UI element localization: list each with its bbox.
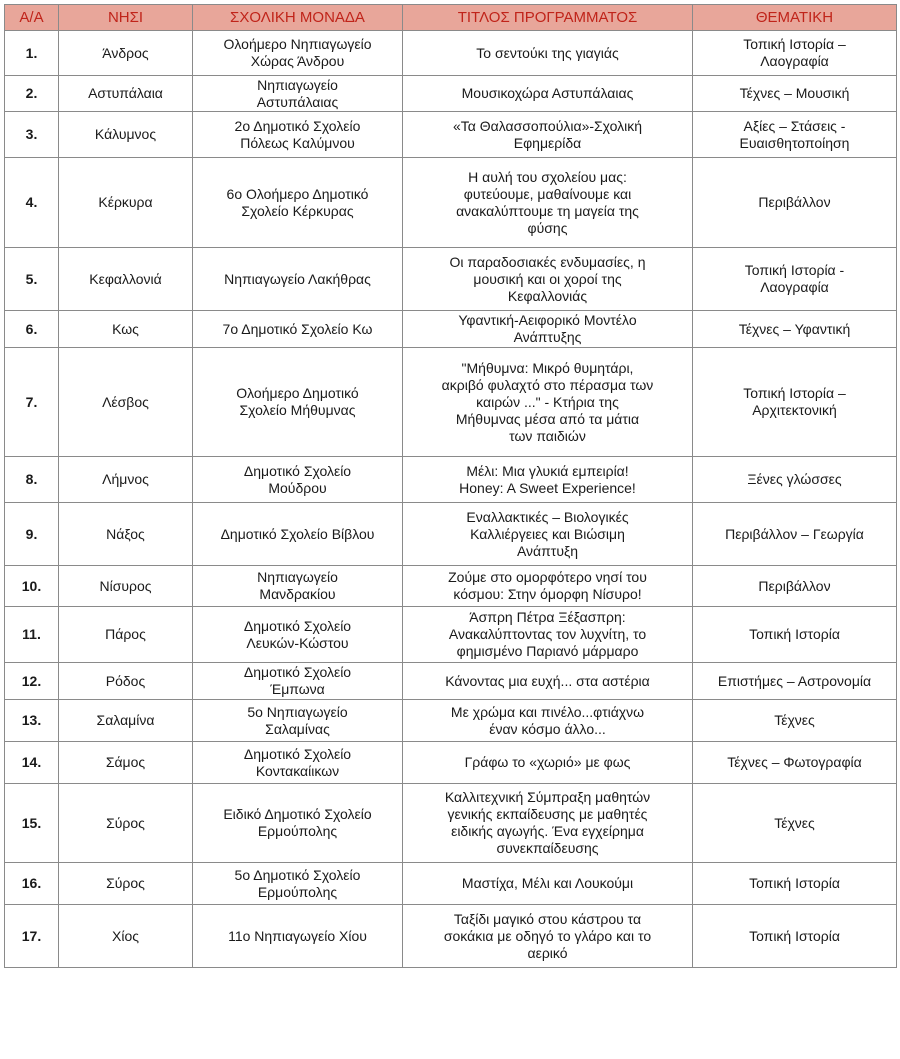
theme-line: Τέχνες – Υφαντική (738, 320, 851, 337)
school-line: Έμπωνα (270, 681, 325, 697)
row-number: 3. (5, 112, 59, 158)
theme-cell (693, 663, 897, 700)
row-number: 12. (5, 663, 59, 700)
school-line: Κοντακαίικων (255, 762, 340, 779)
theme-line: Περιβάλλον (758, 577, 831, 594)
table-row (5, 742, 897, 784)
school-cell (193, 700, 403, 742)
island-cell: Κως (59, 311, 193, 348)
table-row (5, 112, 897, 158)
title-cell (403, 663, 693, 700)
school-cell (193, 503, 403, 566)
title-line: Ανάπτυξης (513, 329, 582, 345)
header-row (5, 5, 897, 31)
school-cell (193, 248, 403, 311)
theme-cell (693, 248, 897, 311)
theme-cell (693, 566, 897, 607)
title-line: Το σεντούκι της γιαγιάς (476, 44, 619, 61)
table-row (5, 457, 897, 503)
title-line: αερικό (527, 944, 568, 961)
island-cell: Ρόδος (59, 663, 193, 700)
school-line: Δημοτικό Σχολείο Βίβλου (220, 525, 375, 542)
theme-line: Ξένες γλώσσες (747, 471, 842, 487)
table-row (5, 863, 897, 905)
title-line: φυτεύουμε, μαθαίνουμε και (463, 185, 632, 202)
theme-line: Ευαισθητοποίηση (739, 134, 850, 151)
school-cell (193, 76, 403, 112)
title-line: Ανακαλύπτοντας τον λυχνίτη, το (448, 626, 647, 642)
table-row (5, 503, 897, 566)
title-line: Μουσικοχώρα Αστυπάλαιας (461, 85, 634, 101)
title-cell (403, 112, 693, 158)
title-cell (403, 905, 693, 968)
title-line: Honey: A Sweet Experience! (459, 479, 636, 496)
school-line: Ερμούπολης (257, 823, 338, 839)
island-cell: Κεφαλλονιά (59, 248, 193, 311)
row-number: 2. (5, 76, 59, 112)
island-cell: Νίσυρος (59, 566, 193, 607)
school-line: Σχολείο Μήθυμνας (239, 402, 356, 418)
title-line: Υφαντική-Αειφορικό Μοντέλο (458, 312, 637, 328)
theme-line: Αξίες – Στάσεις - (743, 117, 846, 134)
title-cell (403, 457, 693, 503)
school-line: Λευκών-Κώστου (246, 634, 349, 651)
school-cell (193, 31, 403, 76)
title-cell (403, 700, 693, 742)
island-cell: Σύρος (59, 784, 193, 863)
header-aa: Α/Α (5, 5, 59, 31)
title-line: Ανάπτυξη (516, 542, 579, 559)
theme-line: Αρχιτεκτονική (752, 402, 837, 418)
theme-cell (693, 158, 897, 248)
title-line: Μέλι: Μια γλυκιά εμπειρία! (466, 462, 629, 479)
title-line: γενικής εκπαίδευσης με μαθητές (447, 806, 648, 822)
island-cell: Σύρος (59, 863, 193, 905)
title-cell (403, 348, 693, 457)
title-line: Ζούμε στο ομορφότερο νησί του (448, 569, 647, 585)
table-row (5, 248, 897, 311)
row-number: 1. (5, 31, 59, 76)
school-line: Μούδρου (268, 479, 327, 496)
title-cell (403, 607, 693, 663)
school-line: Χώρας Άνδρου (250, 53, 345, 69)
title-line: Οι παραδοσιακές ενδυμασίες, η (449, 253, 646, 270)
school-cell (193, 905, 403, 968)
island-cell: Λέσβος (59, 348, 193, 457)
title-line: ειδικής αγωγής. Ένα εγχείρημα (451, 823, 644, 839)
island-cell: Κέρκυρα (59, 158, 193, 248)
title-cell (403, 31, 693, 76)
school-line: 6ο Ολοήμερο Δημοτικό (226, 185, 369, 202)
theme-line: Τέχνες (774, 712, 815, 728)
school-line: Δημοτικό Σχολείο (243, 745, 352, 762)
school-line: Μανδρακίου (259, 586, 336, 602)
school-cell (193, 742, 403, 784)
school-line: Ειδικό Δημοτικό Σχολείο (223, 806, 372, 822)
title-cell (403, 158, 693, 248)
title-line: Γράφω το «χωριό» με φως (464, 754, 631, 770)
theme-line: Λαογραφία (760, 53, 829, 69)
title-line: Κάνοντας μια ευχή... στα αστέρια (445, 672, 650, 689)
theme-line: Τέχνες – Μουσική (739, 85, 850, 101)
table-row (5, 348, 897, 457)
title-cell (403, 863, 693, 905)
title-line: Εναλλακτικές – Βιολογικές (466, 508, 629, 525)
title-cell (403, 566, 693, 607)
table-row (5, 784, 897, 863)
table-row (5, 663, 897, 700)
row-number: 4. (5, 158, 59, 248)
title-line: ανακαλύπτουμε τη μαγεία της (456, 202, 639, 219)
school-line: 5ο Νηπιαγωγείο (247, 703, 348, 720)
school-cell (193, 863, 403, 905)
school-line: Δημοτικό Σχολείο (243, 664, 352, 680)
theme-cell (693, 700, 897, 742)
title-line: Εφημερίδα (513, 134, 582, 151)
title-cell (403, 784, 693, 863)
island-cell: Αστυπάλαια (59, 76, 193, 112)
title-line: Μαστίχα, Μέλι και Λουκούμι (461, 875, 634, 891)
school-line: Ερμούπολης (257, 883, 338, 900)
theme-line: Τοπική Ιστορία (749, 626, 840, 642)
theme-cell (693, 348, 897, 457)
island-cell: Λήμνος (59, 457, 193, 503)
row-number: 13. (5, 700, 59, 742)
island-cell: Άνδρος (59, 31, 193, 76)
school-line: 2ο Δημοτικό Σχολείο (234, 117, 361, 134)
school-line: Νηπιαγωγείο (257, 76, 338, 93)
theme-line: Επιστήμες – Αστρονομία (717, 672, 872, 689)
title-line: Με χρώμα και πινέλο...φτιάχνω (450, 703, 645, 720)
title-line: φημισμένο Παριανό μάρμαρο (456, 643, 639, 659)
title-line: Καλλιέργειες και Βιώσιμη (470, 525, 625, 542)
row-number: 8. (5, 457, 59, 503)
table-row (5, 158, 897, 248)
school-cell (193, 311, 403, 348)
school-line: Δημοτικό Σχολείο (243, 617, 352, 634)
theme-line: Περιβάλλον – Γεωργία (725, 525, 864, 542)
title-line: καιρών ..." - Κτήρια της (476, 393, 619, 410)
header-island: ΝΗΣΙ (59, 5, 193, 31)
theme-line: Τοπική Ιστορία (749, 875, 840, 891)
title-line: Η αυλή του σχολείου μας: (468, 168, 627, 185)
school-line: Ολοήμερο Νηπιαγωγείο (223, 36, 372, 52)
island-cell: Πάρος (59, 607, 193, 663)
theme-cell (693, 905, 897, 968)
school-line: Σαλαμίνας (265, 720, 330, 737)
title-line: Μήθυμνας μέσα από τα μάτια (455, 410, 640, 427)
school-cell (193, 158, 403, 248)
theme-cell (693, 784, 897, 863)
title-line: σοκάκια με οδηγό το γλάρο και το (443, 927, 652, 944)
theme-line: Λαογραφία (760, 279, 829, 295)
header-school: ΣΧΟΛΙΚΗ ΜΟΝΑΔΑ (193, 5, 403, 31)
title-cell (403, 76, 693, 112)
title-line: ακριβό φυλαχτό στο πέρασμα των (441, 376, 654, 393)
title-line: Άσπρη Πέτρα Ξέξασπρη: (469, 609, 626, 625)
row-number: 7. (5, 348, 59, 457)
title-cell (403, 311, 693, 348)
title-line: μουσική και οι χοροί της (473, 270, 622, 287)
row-number: 15. (5, 784, 59, 863)
school-cell (193, 566, 403, 607)
theme-cell (693, 742, 897, 784)
school-cell (193, 348, 403, 457)
theme-cell (693, 31, 897, 76)
title-line: Κεφαλλονιάς (507, 287, 588, 304)
theme-line: Περιβάλλον (758, 194, 831, 210)
theme-cell (693, 503, 897, 566)
island-cell: Νάξος (59, 503, 193, 566)
table-row (5, 31, 897, 76)
school-line: Νηπιαγωγείο Λακήθρας (224, 270, 371, 287)
theme-line: Τέχνες – Φωτογραφία (727, 754, 862, 770)
row-number: 10. (5, 566, 59, 607)
theme-line: Τοπική Ιστορία – (743, 36, 846, 52)
row-number: 14. (5, 742, 59, 784)
school-cell (193, 663, 403, 700)
title-cell (403, 503, 693, 566)
title-line: «Τα Θαλασσοπούλια»-Σχολική (452, 117, 643, 134)
table-row (5, 76, 897, 112)
school-line: Αστυπάλαιας (256, 93, 339, 110)
title-line: έναν κόσμο άλλο... (489, 720, 606, 737)
school-line: Σχολείο Κέρκυρας (241, 202, 354, 219)
row-number: 6. (5, 311, 59, 348)
school-cell (193, 784, 403, 863)
header-title: ΤΙΤΛΟΣ ΠΡΟΓΡΑΜΜΑΤΟΣ (403, 5, 693, 31)
row-number: 16. (5, 863, 59, 905)
school-line: Νηπιαγωγείο (257, 569, 338, 585)
theme-cell (693, 311, 897, 348)
school-line: 5ο Δημοτικό Σχολείο (234, 866, 361, 883)
title-line: Καλλιτεχνική Σύμπραξη μαθητών (444, 789, 651, 805)
table-row (5, 700, 897, 742)
theme-cell (693, 863, 897, 905)
title-line: συνεκπαίδευσης (496, 840, 599, 856)
theme-line: Τοπική Ιστορία – (743, 385, 846, 401)
title-cell (403, 742, 693, 784)
row-number: 9. (5, 503, 59, 566)
row-number: 17. (5, 905, 59, 968)
island-cell: Σαλαμίνα (59, 700, 193, 742)
island-cell: Χίος (59, 905, 193, 968)
theme-cell (693, 607, 897, 663)
theme-cell (693, 76, 897, 112)
theme-line: Τέχνες (774, 814, 815, 831)
header-theme: ΘΕΜΑΤΙΚΗ (693, 5, 897, 31)
school-cell (193, 112, 403, 158)
row-number: 5. (5, 248, 59, 311)
title-line: Ταξίδι μαγικό στου κάστρου τα (453, 910, 642, 927)
theme-cell (693, 112, 897, 158)
school-line: 7ο Δημοτικό Σχολείο Κω (222, 320, 373, 337)
title-line: των παιδιών (509, 427, 586, 444)
school-line: Ολοήμερο Δημοτικό (236, 385, 359, 401)
table-row (5, 311, 897, 348)
title-line: φύσης (527, 219, 568, 236)
school-cell (193, 457, 403, 503)
title-line: κόσμου: Στην όμορφη Νίσυρο! (453, 586, 642, 602)
table-header (5, 5, 897, 31)
theme-line: Τοπική Ιστορία - (744, 262, 845, 278)
table-row (5, 905, 897, 968)
theme-cell (693, 457, 897, 503)
programs-table (4, 4, 897, 968)
school-line: Δημοτικό Σχολείο (243, 462, 352, 479)
table-body (5, 31, 897, 968)
school-line: Πόλεως Καλύμνου (240, 134, 355, 151)
table-row (5, 607, 897, 663)
row-number: 11. (5, 607, 59, 663)
theme-line: Τοπική Ιστορία (749, 927, 840, 944)
island-cell: Σάμος (59, 742, 193, 784)
title-line: "Μήθυμνα: Μικρό θυμητάρι, (461, 359, 634, 376)
island-cell: Κάλυμνος (59, 112, 193, 158)
table-row (5, 566, 897, 607)
school-line: 11ο Νηπιαγωγείο Χίου (228, 927, 367, 944)
school-cell (193, 607, 403, 663)
title-cell (403, 248, 693, 311)
